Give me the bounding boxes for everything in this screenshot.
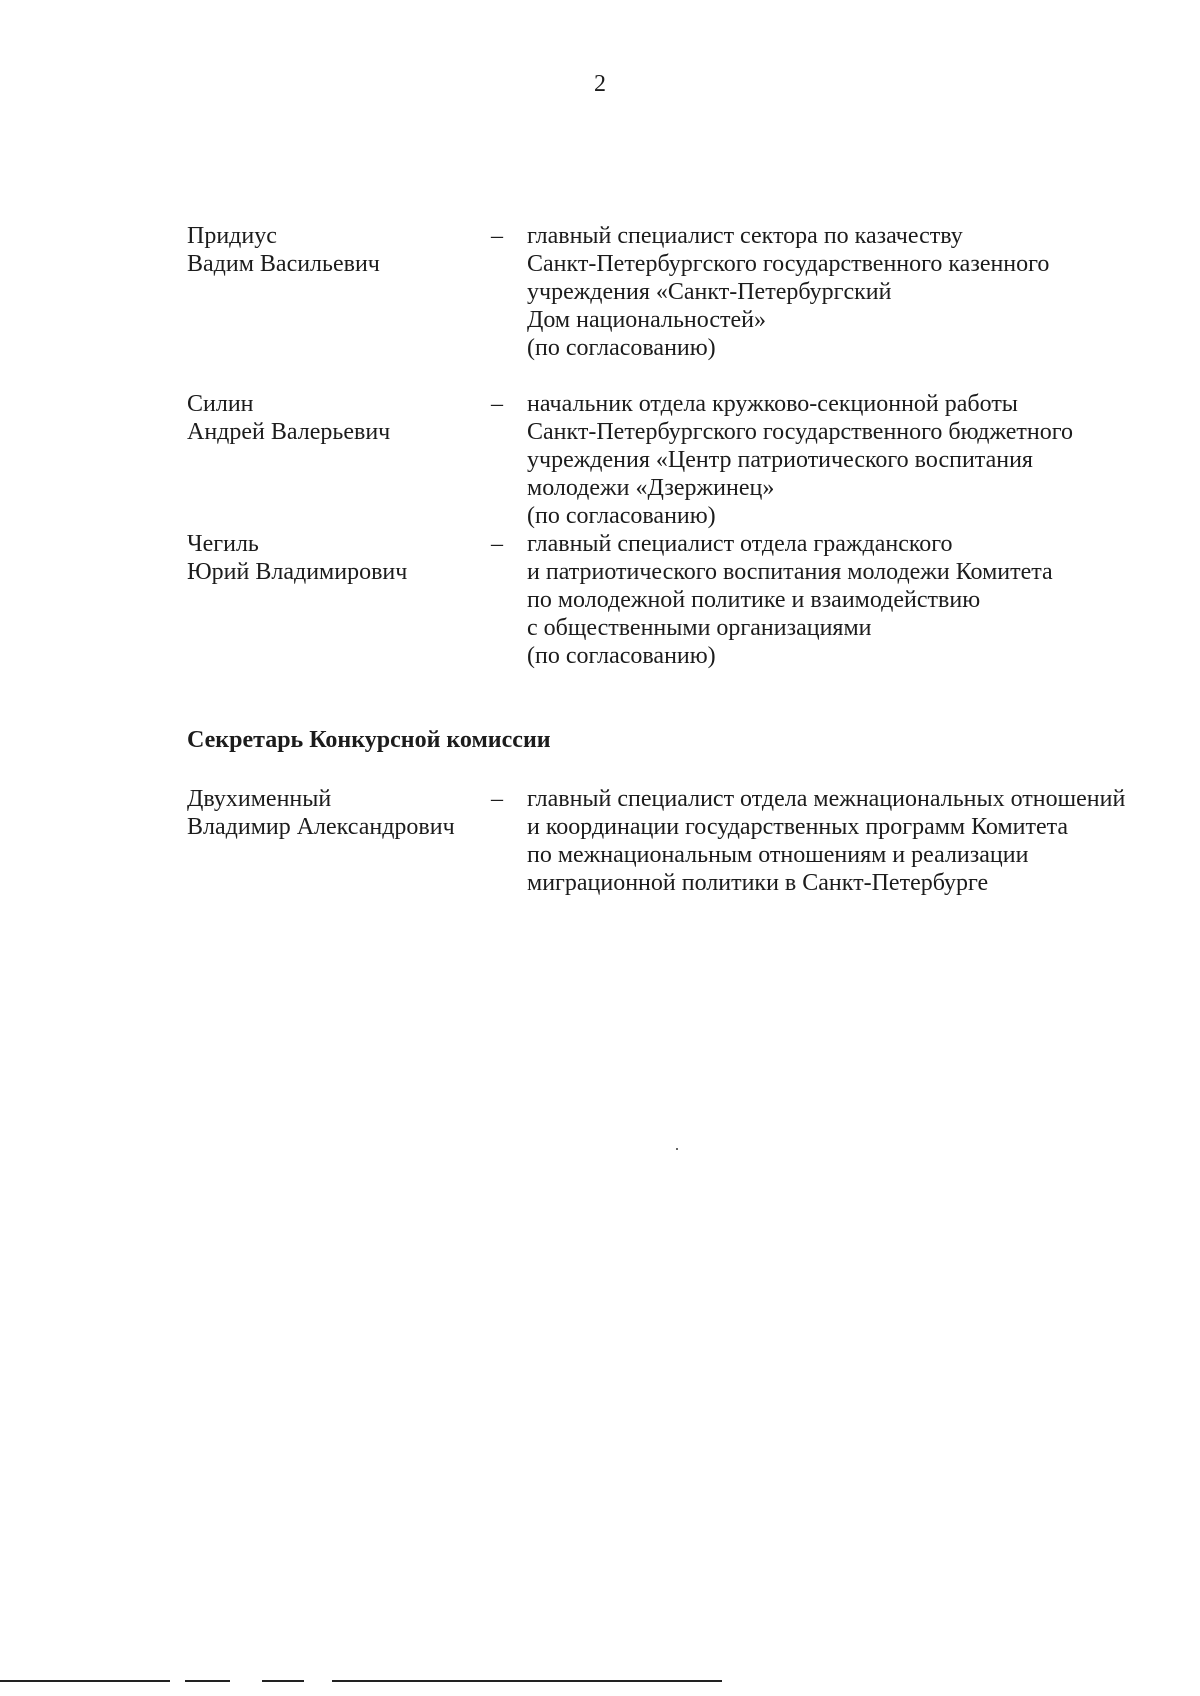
member-position [527, 222, 1157, 362]
position-line: по молодежной политике и взаимодействию [527, 587, 981, 613]
position-line: главный специалист отдела гражданского [527, 531, 953, 557]
secretary-heading: Секретарь Конкурсной комиссии [187, 727, 551, 753]
member-position [527, 530, 1157, 670]
member-given-names: Юрий Владимирович [187, 559, 408, 585]
position-line: (по согласованию) [527, 503, 716, 529]
member-name [187, 222, 487, 278]
scan-edge-mark [185, 1680, 230, 1682]
position-line: главный специалист сектора по казачеству [527, 223, 963, 249]
position-line: (по согласованию) [527, 335, 716, 361]
member-surname: Придиус [187, 223, 277, 249]
position-line: главный специалист отдела межнациональных отношений [527, 786, 1126, 812]
scan-speck [676, 1148, 678, 1150]
separator-dash: – [491, 531, 503, 557]
secretary-name [187, 785, 487, 841]
scan-edge-mark [0, 1680, 170, 1682]
separator-dash: – [491, 391, 503, 417]
secretary-position [527, 785, 1187, 897]
member-position [527, 390, 1157, 530]
separator-dash: – [491, 223, 503, 249]
position-line: и патриотического воспитания молодежи Комитета [527, 559, 1053, 585]
position-line: по межнациональным отношениям и реализации [527, 842, 1029, 868]
page-number: 2 [594, 71, 606, 97]
secretary-given-names: Владимир Александрович [187, 814, 455, 840]
position-line: миграционной политики в Санкт-Петербурге [527, 870, 989, 896]
member-given-names: Вадим Васильевич [187, 251, 380, 277]
member-name [187, 390, 487, 446]
position-line: и координации государственных программ Комитета [527, 814, 1069, 840]
member-surname: Силин [187, 391, 254, 417]
position-line: Санкт-Петербургского государственного казенного [527, 251, 1050, 277]
position-line: (по согласованию) [527, 643, 716, 669]
position-line: с общественными организациями [527, 615, 872, 641]
scan-edge-mark [262, 1680, 304, 1682]
position-line: Санкт-Петербургского государственного бюджетного [527, 419, 1074, 445]
position-line: молодежи «Дзержинец» [527, 475, 775, 501]
separator-dash: – [491, 786, 503, 812]
member-name [187, 530, 487, 586]
position-line: начальник отдела кружково-секционной работы [527, 391, 1018, 417]
position-line: учреждения «Санкт-Петербургский [527, 279, 892, 305]
scan-edge-mark [332, 1680, 722, 1682]
member-surname: Чегиль [187, 531, 259, 557]
member-given-names: Андрей Валерьевич [187, 419, 391, 445]
secretary-surname: Двухименный [187, 786, 332, 812]
position-line: учреждения «Центр патриотического воспитания [527, 447, 1033, 473]
position-line: Дом национальностей» [527, 307, 766, 333]
